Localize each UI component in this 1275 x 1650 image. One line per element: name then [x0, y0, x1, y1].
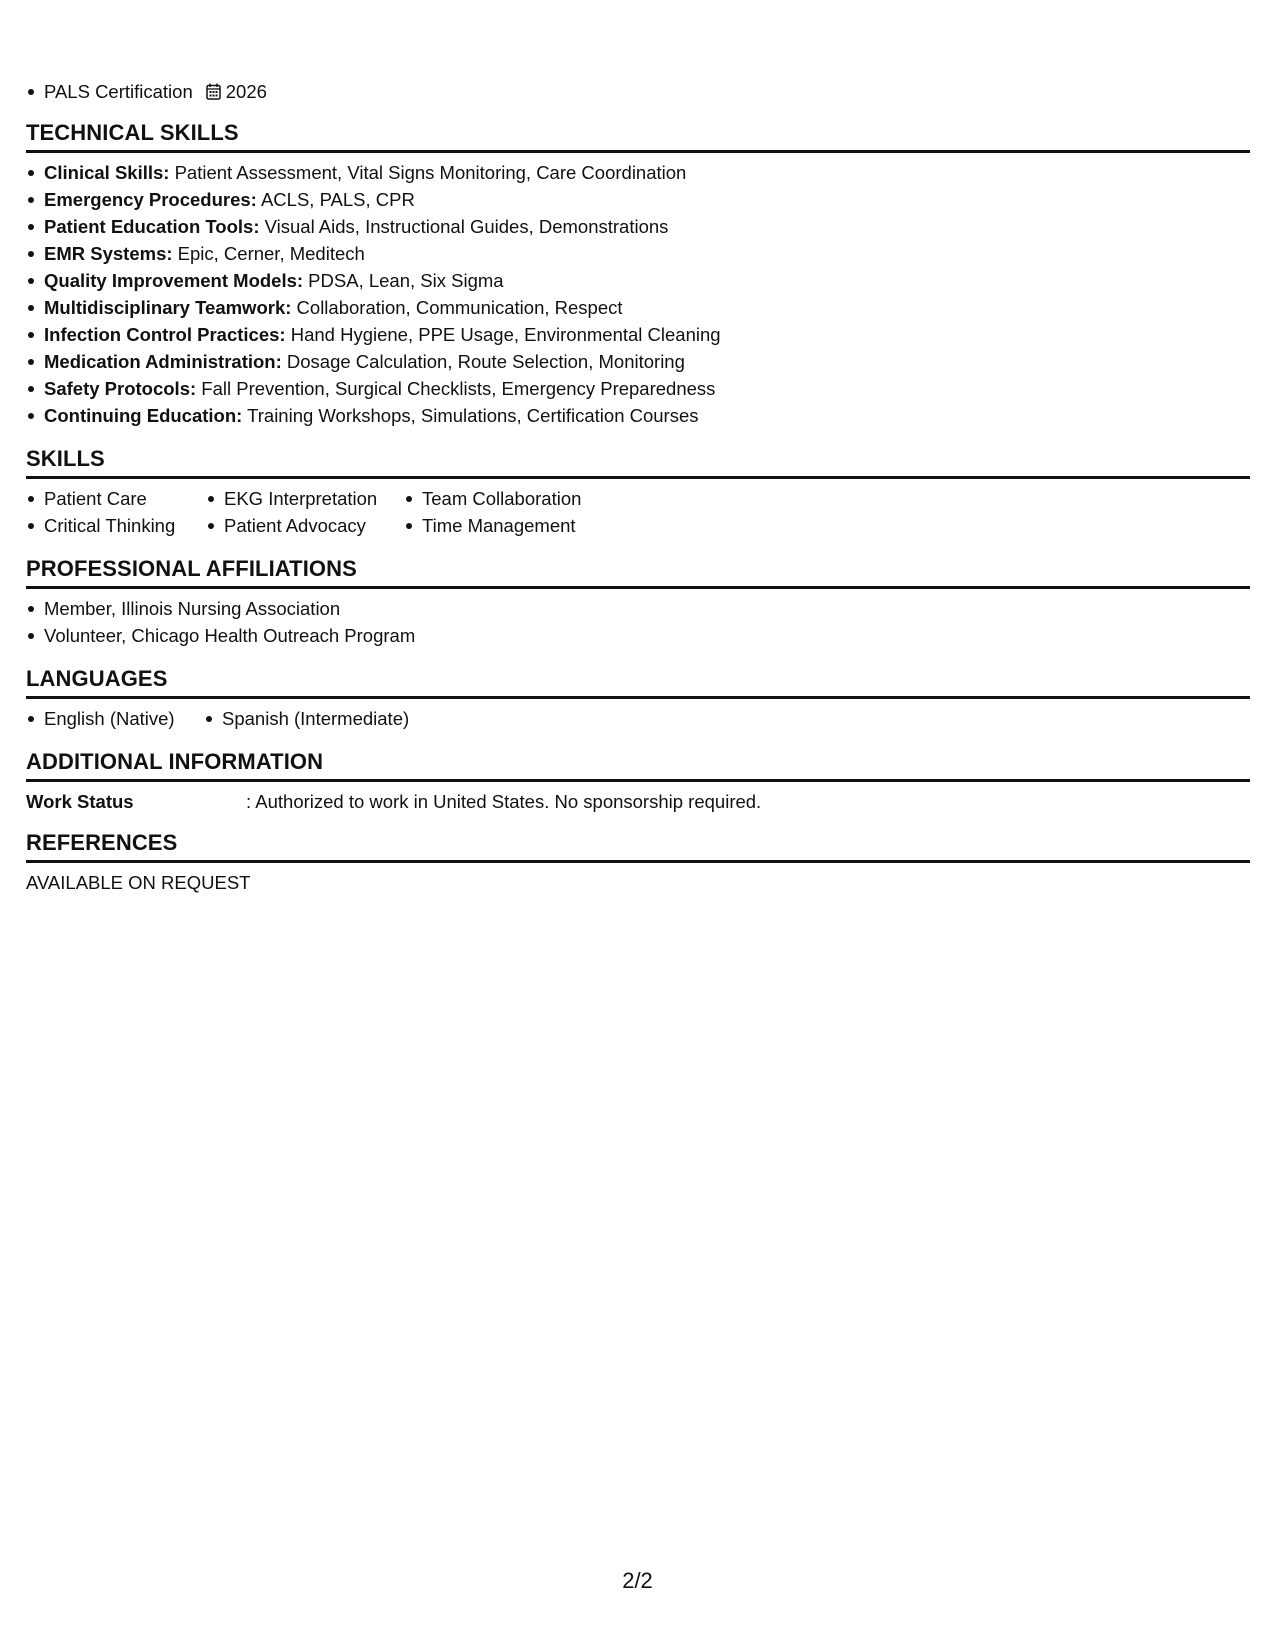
list-item: Team Collaboration	[404, 485, 644, 512]
section-title: TECHNICAL SKILLS	[26, 120, 239, 145]
list-item	[26, 186, 1250, 213]
technical-skills-section	[26, 119, 1250, 429]
skill-category: Patient Education Tools:	[44, 216, 260, 237]
list-item	[26, 240, 1250, 267]
skill-values: Patient Assessment, Vital Signs Monitoring, Care Coordination	[169, 162, 687, 183]
list-item	[26, 375, 1250, 402]
list-item: EKG Interpretation	[206, 485, 404, 512]
skill-category: Safety Protocols:	[44, 378, 197, 399]
languages-section	[26, 665, 1250, 732]
work-status-value: : Authorized to work in United States. No sponsorship required.	[246, 791, 762, 812]
skill-values: Collaboration, Communication, Respect	[291, 297, 623, 318]
skill-category: Multidisciplinary Teamwork:	[44, 297, 292, 318]
work-status-row	[26, 788, 1250, 815]
list-item	[26, 402, 1250, 429]
list-item: English (Native)	[26, 705, 204, 732]
list-item	[26, 321, 1250, 348]
skill-values: PDSA, Lean, Six Sigma	[303, 270, 504, 291]
section-divider	[26, 476, 1250, 479]
section-title: PROFESSIONAL AFFILIATIONS	[26, 556, 357, 581]
list-item: Time Management	[404, 512, 644, 539]
additional-info-section	[26, 748, 1250, 815]
section-divider	[26, 696, 1250, 699]
section-divider	[26, 779, 1250, 782]
section-divider	[26, 860, 1250, 863]
list-item: Critical Thinking	[26, 512, 206, 539]
section-title: LANGUAGES	[26, 666, 168, 691]
list-item: Member, Illinois Nursing Association	[26, 595, 1250, 622]
section-title: SKILLS	[26, 446, 105, 471]
skills-section	[26, 445, 1250, 539]
skill-values: Training Workshops, Simulations, Certification Courses	[242, 405, 699, 426]
certifications-list	[26, 78, 1250, 105]
affiliations-list	[26, 595, 1250, 649]
section-title: ADDITIONAL INFORMATION	[26, 749, 324, 774]
resume-page	[26, 78, 1250, 896]
work-status-label: Work Status	[26, 791, 134, 812]
section-divider	[26, 150, 1250, 153]
skill-values: ACLS, PALS, CPR	[256, 189, 415, 210]
page-number: 2/2	[622, 1568, 653, 1593]
certification-item	[26, 78, 1250, 105]
references-section	[26, 829, 1250, 896]
certification-name: PALS Certification	[44, 81, 193, 102]
list-item	[26, 348, 1250, 375]
references-text: AVAILABLE ON REQUEST	[26, 872, 251, 893]
section-divider	[26, 586, 1250, 589]
list-item	[26, 267, 1250, 294]
list-item: Volunteer, Chicago Health Outreach Program	[26, 622, 1250, 649]
skill-category: Emergency Procedures:	[44, 189, 257, 210]
skill-values: Hand Hygiene, PPE Usage, Environmental Cleaning	[285, 324, 721, 345]
skill-category: EMR Systems:	[44, 243, 173, 264]
technical-skills-list	[26, 159, 1250, 429]
languages-list	[26, 705, 1250, 732]
skills-list	[26, 485, 1250, 539]
list-item	[26, 213, 1250, 240]
affiliations-section	[26, 555, 1250, 649]
skill-category: Quality Improvement Models:	[44, 270, 304, 291]
section-title: REFERENCES	[26, 830, 178, 855]
skill-values: Dosage Calculation, Route Selection, Monitoring	[281, 351, 685, 372]
skill-category: Continuing Education:	[44, 405, 243, 426]
list-item	[26, 294, 1250, 321]
skill-category: Medication Administration:	[44, 351, 282, 372]
list-item	[26, 159, 1250, 186]
list-item: Patient Care	[26, 485, 206, 512]
skill-values: Visual Aids, Instructional Guides, Demonstrations	[259, 216, 669, 237]
skill-values: Fall Prevention, Surgical Checklists, Emergency Preparedness	[196, 378, 716, 399]
calendar-icon	[206, 83, 221, 100]
list-item: Spanish (Intermediate)	[204, 705, 444, 732]
skill-category: Clinical Skills:	[44, 162, 170, 183]
skill-category: Infection Control Practices:	[44, 324, 286, 345]
certification-year: 2026	[225, 81, 267, 102]
list-item: Patient Advocacy	[206, 512, 404, 539]
skill-values: Epic, Cerner, Meditech	[172, 243, 365, 264]
